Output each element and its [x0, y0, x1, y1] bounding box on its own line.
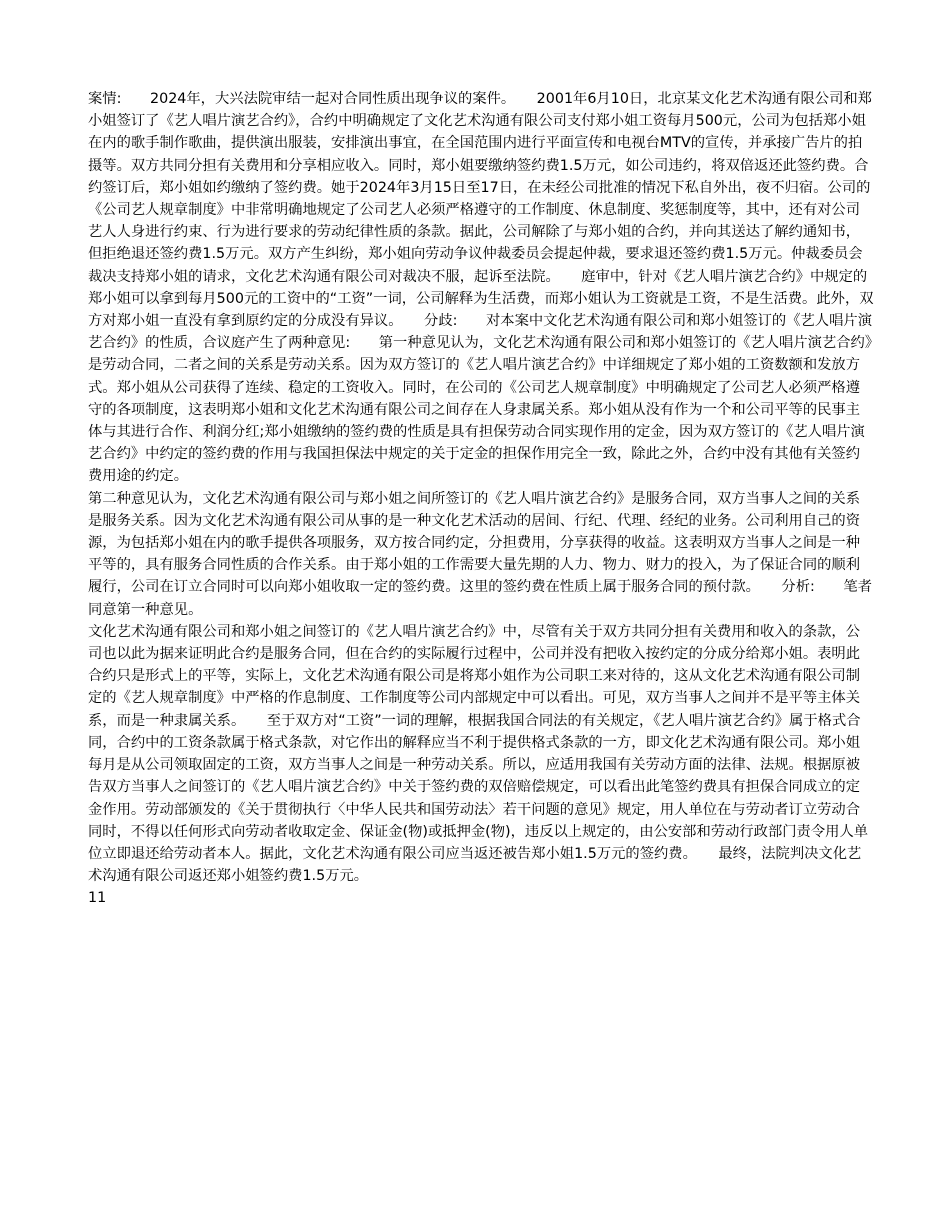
document-page [88, 88, 874, 910]
case-paragraph-3: 文化艺术沟通有限公司和郑小姐之间签订的《艺人唱片演艺合约》中，尽管有关于双方共同分担有关费用和收入的条款，公司也以此为据来证明此合约是服务合同，但在合约的实际履行过程中，公司并没有把收入按约定的分成分给郑小姐。表明此合约只是形式上的平等，实际上，文化艺术沟通有限公司是将郑小姐作为公司职工来对待的，这从文化艺术沟通有限公司制定的《艺人规章制度》中严格的作息制度、工作制度等公司内部规定中可以看出。可见，双方当事人之间并不是平等主体关系，而是一种隶属关系。 至于双方对“工资”一词的理解，根据我国合同法的有关规定，《艺人唱片演艺合约》属于格式合同，合约中的工资条款属于格式条款，对它作出的解释应当不利于提供格式条款的一方，即文化艺术沟通有限公司。郑小姐每月是从公司领取固定的工资，双方当事人之间是一种劳动关系。所以，应适用我国有关劳动方面的法律、法规。根据原被告双方当事人之间签订的《艺人唱片演艺合约》中关于签约费的双倍赔偿规定，可以看出此笔签约费具有担保合同成立的定金作用。劳动部颁发的《关于贯彻执行〈中华人民共和国劳动法〉若干问题的意见》规定，用人单位在与劳动者订立劳动合同时，不得以任何形式向劳动者收取定金、保证金(物)或抵押金(物)，违反以上规定的，由公安部和劳动行政部门责令用人单位立即退还给劳动者本人。据此，文化艺术沟通有限公司应当返还被告郑小姐1.5万元的签约费。 最终，法院判决文化艺术沟通有限公司返还郑小姐签约费1.5万元。 [88, 623, 869, 885]
page-number: 11 [88, 890, 107, 907]
case-paragraph-1: 案情: 2024年，大兴法院审结一起对合同性质出现争议的案件。 2001年6月10日，北京某文化艺术沟通有限公司和郑小姐签订了《艺人唱片演艺合约》，合约中明确规定了文化艺术沟通有限公司支付郑小姐工资每月500元，公司为包括郑小姐在内的歌手制作歌曲，提供演出服装，安排演出事宜，在全国范围内进行平面宣传和电视台MTV的宣传，并承接广告片的拍摄等。双方共同分担有关费用和分享相应收入。同时，郑小姐要缴纳签约费1.5万元，如公司违约，将双倍返还此签约费。合约签订后，郑小姐如约缴纳了签约费。她于2024年3月15日至17日，在未经公司批准的情况下私自外出，夜不归宿。公司的《公司艺人规章制度》中非常明确地规定了公司艺人必须严格遵守的工作制度、休息制度、奖惩制度等，其中，还有对公司艺人人身进行约束、行为进行要求的劳动纪律性质的条款。据此，公司解除了与郑小姐的合约，并向其送达了解约通知书，但拒绝退还签约费1.5万元。双方产生纠纷，郑小姐向劳动争议仲裁委员会提起仲裁，要求退还签约费1.5万元。仲裁委员会裁决支持郑小姐的请求，文化艺术沟通有限公司对裁决不服，起诉至法院。 庭审中，针对《艺人唱片演艺合约》中规定的郑小姐可以拿到每月500元的工资中的“工资”一词，公司解释为生活费，而郑小姐认为工资就是工资，不是生活费。此外，双方对郑小姐一直没有拿到原约定的分成没有异议。 分歧: 对本案中文化艺术沟通有限公司和郑小姐签订的《艺人唱片演艺合约》的性质，合议庭产生了两种意见: 第一种意见认为，文化艺术沟通有限公司和郑小姐签订的《艺人唱片演艺合约》是劳动合同，二者之间的关系是劳动关系。因为双方签订的《艺人唱片演艺合约》中详细规定了郑小姐的工资数额和发放方式。郑小姐从公司获得了连续、稳定的工资收入。同时，在公司的《公司艺人规章制度》中明确规定了公司艺人必须严格遵守的各项制度，这表明郑小姐和文化艺术沟通有限公司之间存在人身隶属关系。郑小姐从没有作为一个和公司平等的民事主体与其进行合作、利润分红;郑小姐缴纳的签约费的性质是具有担保劳动合同实现作用的定金，因为双方签订的《艺人唱片演艺合约》中约定的签约费的作用与我国担保法中规定的关于定金的担保作用完全一致，除此之外，合约中没有其他有关签约费用途的约定。 [88, 91, 874, 485]
case-paragraph-2: 第二种意见认为，文化艺术沟通有限公司与郑小姐之间所签订的《艺人唱片演艺合约》是服务合同，双方当事人之间的关系是服务关系。因为文化艺术沟通有限公司从事的是一种文化艺术活动的居间、行纪、代理、经纪的业务。公司利用自己的资源，为包括郑小姐在内的歌手提供各项服务，双方按合同约定，分担费用，分享获得的收益。这表明双方当事人之间是一种平等的，具有服务合同性质的合作关系。由于郑小姐的工作需要大量先期的人力、物力、财力的投入，为了保证合同的顺利履行，公司在订立合同时可以向郑小姐收取一定的签约费。这里的签约费在性质上属于服务合同的预付款。 分析: 笔者同意第一种意见。 [88, 490, 872, 618]
